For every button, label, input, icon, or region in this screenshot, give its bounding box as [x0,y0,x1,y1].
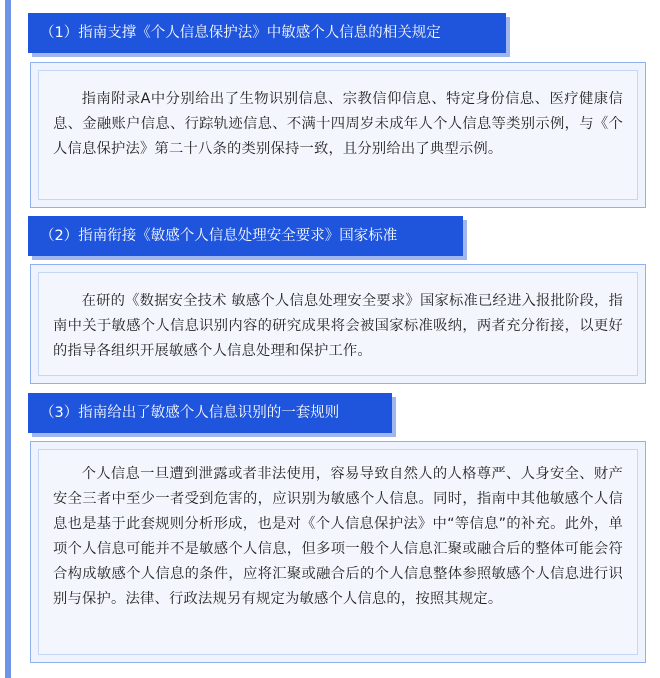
section-heading-1 [28,13,506,53]
section-heading-3 [28,393,392,433]
section-body-3: 个人信息一旦遭到泄露或者非法使用，容易导致自然人的人格尊严、人身安全、财产安全三者中至少一者受到危害的，应识别为敏感个人信息。同时，指南中其他敏感个人信息也是基于此套规则分析形成，也是对《个人信息保护法》中“等信息”的补充。此外，单项个人信息可能并不是敏感个人信息，但多项一般个人信息汇聚或融合后的整体可能会符合构成敏感个人信息的条件，应将汇聚或融合后的个人信息整体参照敏感个人信息进行识别与保护。法律、行政法规另有规定为敏感个人信息的，按照其规定。 [53,466,623,607]
section-heading-2-text: （2）指南衔接《敏感个人信息处理安全要求》国家标准 [40,228,398,244]
section-heading-3-text: （3）指南给出了敏感个人信息识别的一套规则 [40,405,340,421]
section-body-2: 在研的《数据安全技术 敏感个人信息处理安全要求》国家标准已经进入报批阶段，指南中关于敏感个人信息识别内容的研究成果将会被国家标准吸纳，两者充分衔接，以更好的指导各组织开展敏感个人信息处理和保护工作。 [53,293,623,359]
section-heading-1-text: （1）指南支撑《个人信息保护法》中敏感个人信息的相关规定 [40,25,441,41]
section-content-box-3 [30,441,646,663]
left-accent-rail [5,0,11,678]
section-body-1: 指南附录A中分别给出了生物识别信息、宗教信仰信息、特定身份信息、医疗健康信息、金融账户信息、行踪轨迹信息、不满十四周岁未成年人个人信息等类别示例，与《个人信息保护法》第二十八条的类别保持一致，且分别给出了典型示例。 [53,91,623,157]
section-heading-2 [28,216,463,256]
section-content-box-1 [30,62,646,208]
section-content-box-2 [30,264,646,384]
